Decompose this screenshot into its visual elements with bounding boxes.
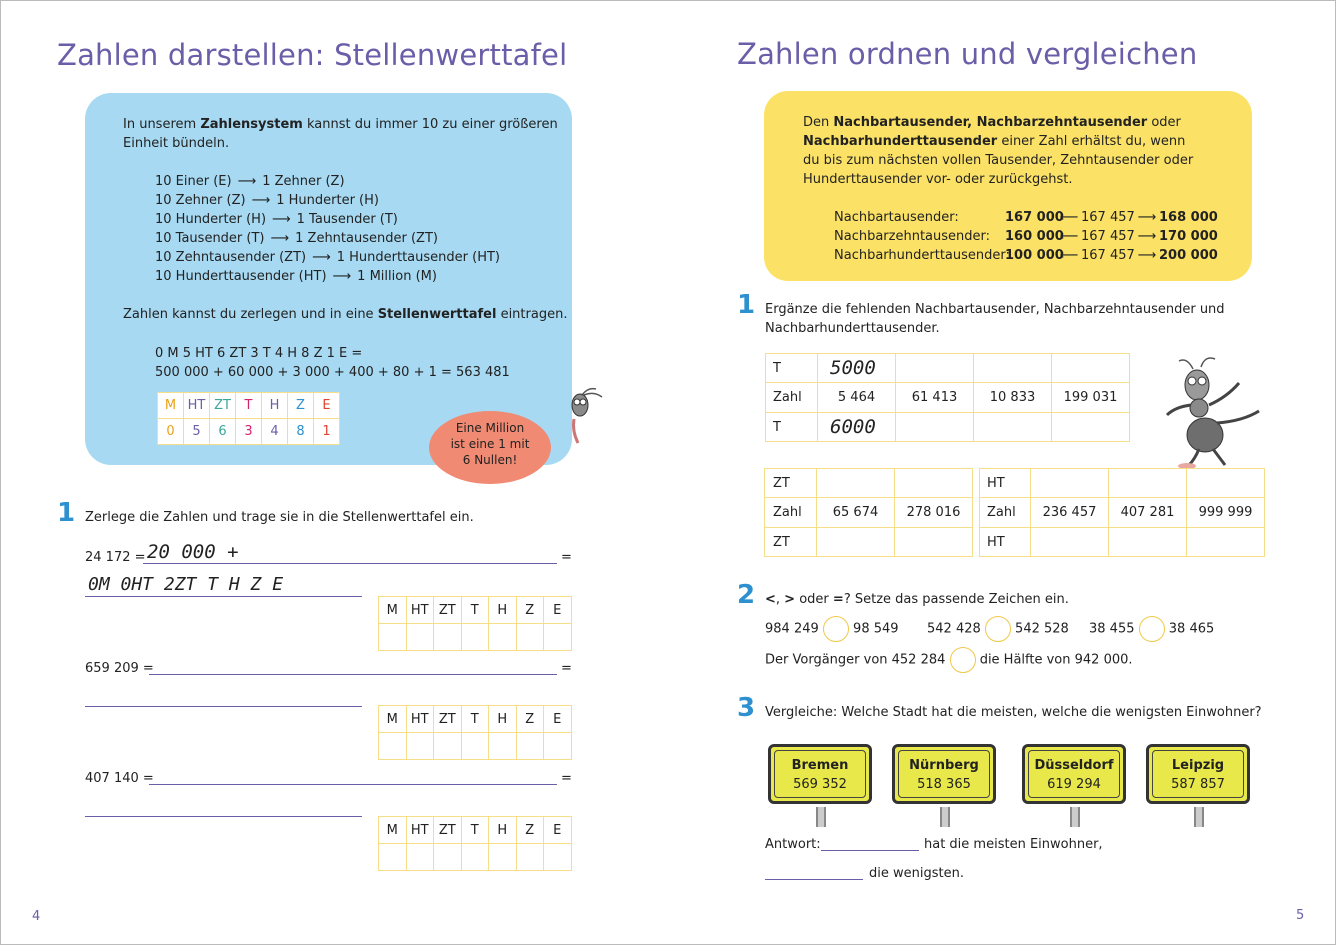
task-3-instruction: Vergleiche: Welche Stadt hat die meisten, welche die wenigsten Einwohner? bbox=[765, 705, 1262, 720]
answer-line[interactable] bbox=[149, 784, 557, 785]
place-header: ZT bbox=[434, 706, 462, 733]
answer-cell[interactable] bbox=[974, 354, 1052, 383]
answer-line[interactable] bbox=[149, 674, 557, 675]
answer-line[interactable] bbox=[85, 706, 362, 707]
place-digit-cell[interactable] bbox=[379, 624, 407, 651]
equals-sign: = bbox=[561, 661, 572, 676]
rule-from: 10 Hunderter (H) bbox=[155, 212, 267, 227]
place-header: H bbox=[489, 817, 517, 844]
city-name: Düsseldorf bbox=[1034, 758, 1114, 773]
bundling-rule bbox=[155, 172, 500, 191]
bundling-rule bbox=[155, 191, 500, 210]
place-header: T bbox=[461, 706, 489, 733]
place-header: Z bbox=[516, 706, 544, 733]
neighbour-kind: Nachbarhunderttausender: bbox=[834, 248, 1010, 263]
place-digit-cell[interactable] bbox=[434, 624, 462, 651]
bundling-rule bbox=[155, 210, 500, 229]
city-name: Bremen bbox=[791, 758, 849, 773]
info-intro-line-1: In unserem Zahlensystem kannst du immer 10 zu einer größeren bbox=[123, 117, 558, 132]
answer-cell[interactable] bbox=[817, 528, 895, 557]
comparison-predecessor: Der Vorgänger von 452 284 die Hälfte von 942 000. bbox=[765, 647, 1133, 673]
sign-post bbox=[1194, 807, 1204, 827]
right-page-title: Zahlen ordnen und vergleichen bbox=[737, 37, 1198, 71]
speech-bubble-million: Eine Million ist eine 1 mit 6 Nullen! bbox=[429, 411, 551, 484]
comparison-circle[interactable] bbox=[950, 647, 976, 673]
neighbour-kind: Nachbartausender: bbox=[834, 210, 959, 225]
comparison-circle[interactable] bbox=[823, 616, 849, 642]
row-label: Zahl bbox=[980, 498, 1031, 528]
neighbour-low: 167 000 bbox=[1005, 210, 1064, 225]
sign-post bbox=[940, 807, 950, 827]
rule-to: 1 Zehner (Z) bbox=[262, 174, 345, 189]
neighbour-example-row bbox=[834, 227, 1218, 246]
bundling-rule bbox=[155, 248, 500, 267]
page-number-left: 4 bbox=[32, 909, 41, 924]
place-digit: 8 bbox=[288, 419, 314, 445]
city-name: Nürnberg bbox=[909, 758, 979, 773]
place-digit-cell[interactable] bbox=[406, 733, 434, 760]
neighbour-low: 100 000 bbox=[1005, 248, 1064, 263]
place-header: E bbox=[314, 393, 340, 419]
given-number: 65 674 bbox=[817, 498, 895, 528]
neighbour-text-line-3: du bis zum nächsten vollen Tausender, Zehntausender oder bbox=[803, 153, 1194, 168]
arrow-right-icon: ⟶ bbox=[1137, 229, 1157, 244]
city-population: 587 857 bbox=[1171, 777, 1225, 792]
equals-sign: = bbox=[561, 550, 572, 565]
arrow-right-icon: ⟶ bbox=[251, 193, 271, 208]
example-sum: 500 000 + 60 000 + 3 000 + 400 + 80 + 1 = 563 481 bbox=[155, 365, 510, 380]
ant-peeking-icon bbox=[560, 385, 608, 449]
city-sign-leipzig bbox=[1146, 744, 1250, 804]
answer-cell[interactable] bbox=[818, 354, 896, 383]
task-1-right-instruction-2: Nachbarhunderttausender. bbox=[765, 321, 940, 336]
place-digit-cell[interactable] bbox=[516, 733, 544, 760]
place-digit: 3 bbox=[236, 419, 262, 445]
rule-to: 1 Zehntausender (ZT) bbox=[295, 231, 438, 246]
place-header: T bbox=[461, 817, 489, 844]
handwritten-answer: 5000 bbox=[830, 357, 876, 379]
place-header: HT bbox=[406, 597, 434, 624]
given-number: 407 281 bbox=[1109, 498, 1187, 528]
item-label-24172: 24 172 = bbox=[85, 550, 146, 565]
place-header: M bbox=[379, 817, 407, 844]
place-header: ZT bbox=[434, 597, 462, 624]
answer-cell[interactable] bbox=[1052, 354, 1130, 383]
place-header: HT bbox=[406, 817, 434, 844]
place-header: E bbox=[544, 817, 572, 844]
neighbour-examples bbox=[834, 208, 1218, 265]
comparison-pair-3: 38 455 38 465 bbox=[1089, 616, 1214, 642]
neighbour-number: 167 457 bbox=[1081, 229, 1135, 244]
neighbour-text-line-2: Nachbarhunderttausender einer Zahl erhältst du, wenn bbox=[803, 134, 1186, 149]
answer-line-most[interactable] bbox=[821, 850, 919, 851]
place-header: M bbox=[379, 706, 407, 733]
answer-cell[interactable] bbox=[1109, 469, 1187, 498]
task-1-right-instruction-1: Ergänze die fehlenden Nachbartausender, Nachbarzehntausender und bbox=[765, 302, 1225, 317]
place-value-table-1 bbox=[378, 596, 572, 651]
comparison-circle[interactable] bbox=[1139, 616, 1165, 642]
place-header: E bbox=[544, 706, 572, 733]
city-sign-nuernberg bbox=[892, 744, 996, 804]
place-digit: 6 bbox=[210, 419, 236, 445]
place-header: T bbox=[461, 597, 489, 624]
place-digit-cell[interactable] bbox=[434, 844, 462, 871]
row-label: Zahl bbox=[765, 498, 817, 528]
place-digit-cell[interactable] bbox=[516, 624, 544, 651]
rule-to: 1 Million (M) bbox=[357, 269, 437, 284]
answer-least-text: die wenigsten. bbox=[869, 866, 964, 881]
answer-cell[interactable] bbox=[817, 469, 895, 498]
place-header: H bbox=[489, 597, 517, 624]
handwritten-place-values: 0M 0HT 2ZT T H Z E bbox=[88, 574, 284, 595]
place-header: H bbox=[489, 706, 517, 733]
rule-from: 10 Zehner (Z) bbox=[155, 193, 246, 208]
row-label: HT bbox=[980, 528, 1031, 557]
place-header: E bbox=[544, 597, 572, 624]
task-2-instruction: <, > oder =? Setze das passende Zeichen ein. bbox=[765, 592, 1069, 607]
neighbour-high: 170 000 bbox=[1159, 229, 1218, 244]
place-header: HT bbox=[184, 393, 210, 419]
answer-cell[interactable] bbox=[896, 413, 974, 442]
place-digit-cell[interactable] bbox=[544, 624, 572, 651]
place-header: T bbox=[236, 393, 262, 419]
place-digit-cell[interactable] bbox=[516, 844, 544, 871]
answer-cell[interactable] bbox=[1187, 528, 1265, 557]
answer-line-least[interactable] bbox=[765, 879, 863, 880]
place-header: Z bbox=[516, 817, 544, 844]
bundling-rule bbox=[155, 229, 500, 248]
handwritten-answer: 20 000 + bbox=[147, 541, 239, 563]
example-place-value-table bbox=[157, 392, 340, 445]
neighbour-number: 167 457 bbox=[1081, 210, 1135, 225]
place-digit-cell[interactable] bbox=[489, 733, 517, 760]
place-header: M bbox=[379, 597, 407, 624]
answer-cell[interactable] bbox=[1052, 413, 1130, 442]
answer-cell[interactable] bbox=[895, 469, 973, 498]
page-number-right: 5 bbox=[1296, 908, 1305, 923]
place-header: ZT bbox=[434, 817, 462, 844]
place-header: Z bbox=[516, 597, 544, 624]
info-intro-line-2: Einheit bündeln. bbox=[123, 136, 230, 151]
decompose-sentence: Zahlen kannst du zerlegen und in eine Stellenwerttafel eintragen. bbox=[123, 307, 568, 322]
bundling-rules-list bbox=[155, 172, 500, 286]
neighbour-high: 168 000 bbox=[1159, 210, 1218, 225]
answer-label: Antwort: bbox=[765, 837, 821, 852]
rule-from: 10 Einer (E) bbox=[155, 174, 232, 189]
row-label: Zahl bbox=[766, 383, 818, 413]
answer-most-text: hat die meisten Einwohner, bbox=[924, 837, 1103, 852]
arrow-left-icon: ⟵ bbox=[1059, 248, 1079, 263]
place-digit-cell[interactable] bbox=[434, 733, 462, 760]
place-header: M bbox=[158, 393, 184, 419]
place-digit-cell[interactable] bbox=[379, 844, 407, 871]
place-digit-cell[interactable] bbox=[406, 624, 434, 651]
arrow-right-icon: ⟶ bbox=[272, 212, 291, 227]
neighbour-low: 160 000 bbox=[1005, 229, 1064, 244]
place-value-table-2 bbox=[378, 705, 572, 760]
city-sign-bremen bbox=[768, 744, 872, 804]
place-digit-cell[interactable] bbox=[489, 844, 517, 871]
arrow-right-icon: ⟶ bbox=[332, 269, 352, 284]
arrow-right-icon: ⟶ bbox=[237, 174, 257, 189]
given-number: 236 457 bbox=[1031, 498, 1109, 528]
city-population: 619 294 bbox=[1047, 777, 1101, 792]
sign-post bbox=[1070, 807, 1080, 827]
arrow-right-icon: ⟶ bbox=[1137, 248, 1157, 263]
city-sign-duesseldorf bbox=[1022, 744, 1126, 804]
row-label: T bbox=[766, 354, 818, 383]
rule-from: 10 Hunderttausender (HT) bbox=[155, 269, 327, 284]
neighbour-high: 200 000 bbox=[1159, 248, 1218, 263]
place-digit-cell[interactable] bbox=[544, 733, 572, 760]
place-digit-cell[interactable] bbox=[489, 624, 517, 651]
neighbour-number: 167 457 bbox=[1081, 248, 1135, 263]
given-number: 61 413 bbox=[896, 383, 974, 413]
row-label: ZT bbox=[765, 528, 817, 557]
arrow-left-icon: ⟵ bbox=[1059, 229, 1079, 244]
place-digit-cell[interactable] bbox=[544, 844, 572, 871]
row-label: HT bbox=[980, 469, 1031, 498]
comparison-pair-2: 542 428 542 528 bbox=[927, 616, 1069, 642]
neighbour-example-row bbox=[834, 208, 1218, 227]
arrow-right-icon: ⟶ bbox=[270, 231, 290, 246]
rule-to: 1 Hunderttausender (HT) bbox=[336, 250, 500, 265]
comparison-circle[interactable] bbox=[985, 616, 1011, 642]
given-number: 999 999 bbox=[1187, 498, 1265, 528]
given-number: 10 833 bbox=[974, 383, 1052, 413]
handwritten-answer: 6000 bbox=[830, 416, 876, 438]
place-digit-cell[interactable] bbox=[379, 733, 407, 760]
place-value-table-3 bbox=[378, 816, 572, 871]
answer-line[interactable] bbox=[143, 563, 557, 564]
answer-line[interactable] bbox=[85, 816, 362, 817]
rule-from: 10 Tausender (T) bbox=[155, 231, 265, 246]
city-population: 569 352 bbox=[793, 777, 847, 792]
answer-line[interactable] bbox=[85, 596, 362, 597]
task-1-left-instruction: Zerlege die Zahlen und trage sie in die Stellenwerttafel ein. bbox=[85, 510, 474, 525]
answer-cell[interactable] bbox=[818, 413, 896, 442]
row-label: T bbox=[766, 413, 818, 442]
hundred-thousands-neighbour-table bbox=[979, 468, 1265, 557]
neighbour-example-row bbox=[834, 246, 1218, 265]
place-header: ZT bbox=[210, 393, 236, 419]
place-header: H bbox=[262, 393, 288, 419]
left-page-title: Zahlen darstellen: Stellenwerttafel bbox=[57, 38, 568, 72]
place-header: Z bbox=[288, 393, 314, 419]
item-label-659209: 659 209 = bbox=[85, 661, 154, 676]
place-header: HT bbox=[406, 706, 434, 733]
example-place-values: 0 M 5 HT 6 ZT 3 T 4 H 8 Z 1 E = bbox=[155, 346, 363, 361]
place-digit: 4 bbox=[262, 419, 288, 445]
bundling-rule bbox=[155, 267, 500, 286]
answer-cell[interactable] bbox=[1187, 469, 1265, 498]
answer-cell[interactable] bbox=[895, 528, 973, 557]
answer-cell[interactable] bbox=[896, 354, 974, 383]
answer-cell[interactable] bbox=[974, 413, 1052, 442]
rule-from: 10 Zehntausender (ZT) bbox=[155, 250, 307, 265]
ant-character-icon bbox=[1155, 353, 1273, 471]
rule-to: 1 Hunderter (H) bbox=[276, 193, 379, 208]
place-digit: 0 bbox=[158, 419, 184, 445]
given-number: 199 031 bbox=[1052, 383, 1130, 413]
place-digit: 1 bbox=[314, 419, 340, 445]
answer-cell[interactable] bbox=[1031, 528, 1109, 557]
item-label-407140: 407 140 = bbox=[85, 771, 154, 786]
task-number-1-right: 1 bbox=[737, 290, 756, 320]
place-digit-cell[interactable] bbox=[461, 624, 489, 651]
task-number-1-left: 1 bbox=[57, 498, 76, 528]
neighbour-text-line-4: Hunderttausender vor- oder zurückgehst. bbox=[803, 172, 1073, 187]
sign-post bbox=[816, 807, 826, 827]
place-digit-cell[interactable] bbox=[461, 733, 489, 760]
given-number: 278 016 bbox=[895, 498, 973, 528]
place-digit: 5 bbox=[184, 419, 210, 445]
neighbour-kind: Nachbarzehntausender: bbox=[834, 229, 990, 244]
answer-cell[interactable] bbox=[1109, 528, 1187, 557]
neighbour-text-line-1: Den Nachbartausender, Nachbarzehntausender oder bbox=[803, 115, 1181, 130]
task-number-2: 2 bbox=[737, 580, 756, 610]
place-digit-cell[interactable] bbox=[461, 844, 489, 871]
thousands-neighbour-table bbox=[765, 353, 1130, 442]
equals-sign: = bbox=[561, 771, 572, 786]
ten-thousands-neighbour-table bbox=[764, 468, 973, 557]
task-number-3: 3 bbox=[737, 693, 756, 723]
given-number: 5 464 bbox=[818, 383, 896, 413]
arrow-right-icon: ⟶ bbox=[1137, 210, 1157, 225]
answer-cell[interactable] bbox=[1031, 469, 1109, 498]
rule-to: 1 Tausender (T) bbox=[296, 212, 398, 227]
comparison-pair-1: 984 249 98 549 bbox=[765, 616, 899, 642]
city-population: 518 365 bbox=[917, 777, 971, 792]
city-name: Leipzig bbox=[1171, 758, 1225, 773]
arrow-left-icon: ⟵ bbox=[1059, 210, 1079, 225]
place-digit-cell[interactable] bbox=[406, 844, 434, 871]
row-label: ZT bbox=[765, 469, 817, 498]
arrow-right-icon: ⟶ bbox=[312, 250, 331, 265]
